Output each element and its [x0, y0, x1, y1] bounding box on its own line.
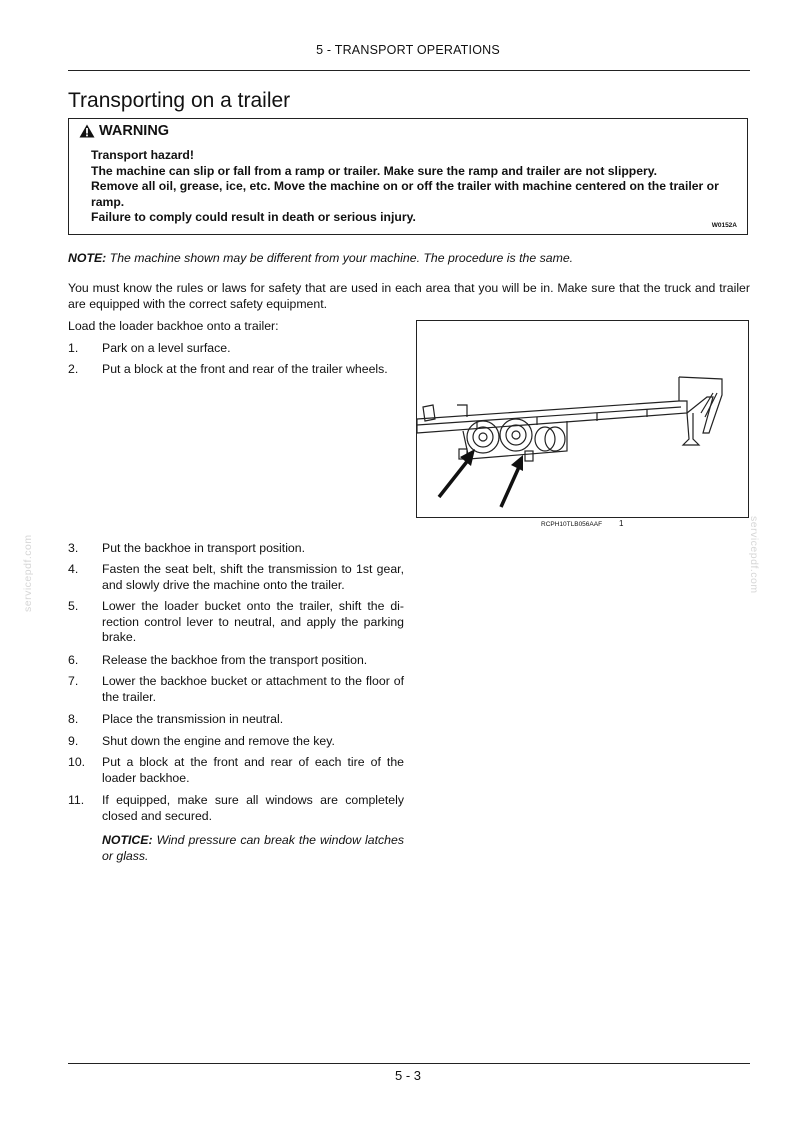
note [68, 251, 750, 265]
step-number: 10. [68, 755, 86, 769]
watermark-left: servicepdf.com [22, 534, 34, 612]
page-number: 5 - 3 [394, 1068, 421, 1083]
step-text: Fasten the seat belt, shift the transmission to 1st gear, and slowly drive the machine onto the trailer. [102, 562, 404, 592]
step-number: 2. [68, 362, 79, 376]
warning-heading [79, 123, 169, 139]
step-number: 3. [68, 541, 79, 555]
note-text: The machine shown may be different from your machine. The procedure is the same. [106, 251, 574, 265]
step-number: 11. [68, 793, 85, 807]
list-item [68, 674, 404, 705]
notice-label: NOTICE: [102, 833, 153, 847]
warning-box [68, 118, 748, 235]
warning-line: The machine can slip or fall from a ramp or trailer. Make sure the ramp and trailer are not slippery. [91, 163, 657, 178]
step-number: 1. [68, 341, 79, 355]
step-number: 4. [68, 562, 79, 576]
warning-line: Transport hazard! [91, 148, 194, 162]
list-item [68, 755, 404, 786]
list-item [68, 653, 404, 669]
step-text: Put the backhoe in transport position. [102, 541, 306, 555]
step-text: If equipped, make sure all windows are completely closed and secured. [102, 793, 404, 823]
warning-text [91, 148, 737, 226]
list-item [68, 562, 404, 593]
step-text: Lower the backhoe bucket or attachment to the floor of the trailer. [102, 674, 404, 704]
list-item [68, 793, 404, 824]
notice [102, 832, 404, 864]
step-text: Release the backhoe from the transport position. [102, 653, 368, 667]
watermark-right: servicepdf.com [748, 516, 760, 594]
page-title: Transporting on a trailer [68, 89, 291, 112]
trailer-figure [416, 320, 749, 518]
header-rule [68, 70, 750, 71]
figure-number: 1 [619, 519, 624, 528]
step-number: 7. [68, 674, 79, 688]
list-item [68, 599, 404, 646]
warning-triangle-icon [79, 124, 95, 138]
list-item [68, 734, 404, 750]
trailer-illustration [417, 321, 749, 518]
warning-label: WARNING [99, 123, 170, 139]
step-text: Lower the loader bucket onto the trailer, shift the di-rection control lever to neutral, and apply the parking brake. [102, 599, 404, 644]
step-text: Shut down the engine and remove the key. [102, 734, 335, 748]
step-text: Put a block at the front and rear of the trailer wheels. [102, 362, 388, 376]
list-item [68, 362, 404, 378]
running-header: 5 - TRANSPORT OPERATIONS [316, 43, 500, 57]
step-text: Park on a level surface. [102, 341, 231, 355]
warning-code: W0152A [711, 222, 737, 229]
figure-caption: RCPH10TLB056AAF [541, 521, 603, 528]
safety-paragraph: You must know the rules or laws for safety that are used in each area that you will be in. Make sure that the truck and trailer are equipped with the correct safety equipment. [68, 281, 750, 311]
note-label: NOTE: [68, 251, 107, 265]
list-item [68, 341, 404, 357]
notice-text: Wind pressure can break the window latches or glass. [102, 833, 404, 863]
step-text: Put a block at the front and rear of each tire of the loader backhoe. [102, 755, 404, 785]
list-item [68, 712, 404, 728]
procedure-intro: Load the loader backhoe onto a trailer: [68, 319, 279, 333]
step-number: 5. [68, 599, 79, 613]
list-item [68, 541, 404, 557]
footer-rule [68, 1063, 750, 1064]
step-number: 9. [68, 734, 79, 748]
step-number: 6. [68, 653, 79, 667]
warning-line: Failure to comply could result in death or serious injury. [91, 210, 416, 224]
step-number: 8. [68, 712, 79, 726]
warning-line: Remove all oil, grease, ice, etc. Move the machine on or off the trailer with machine centered on the trailer or ramp. [91, 179, 719, 209]
step-text: Place the transmission in neutral. [102, 712, 284, 726]
